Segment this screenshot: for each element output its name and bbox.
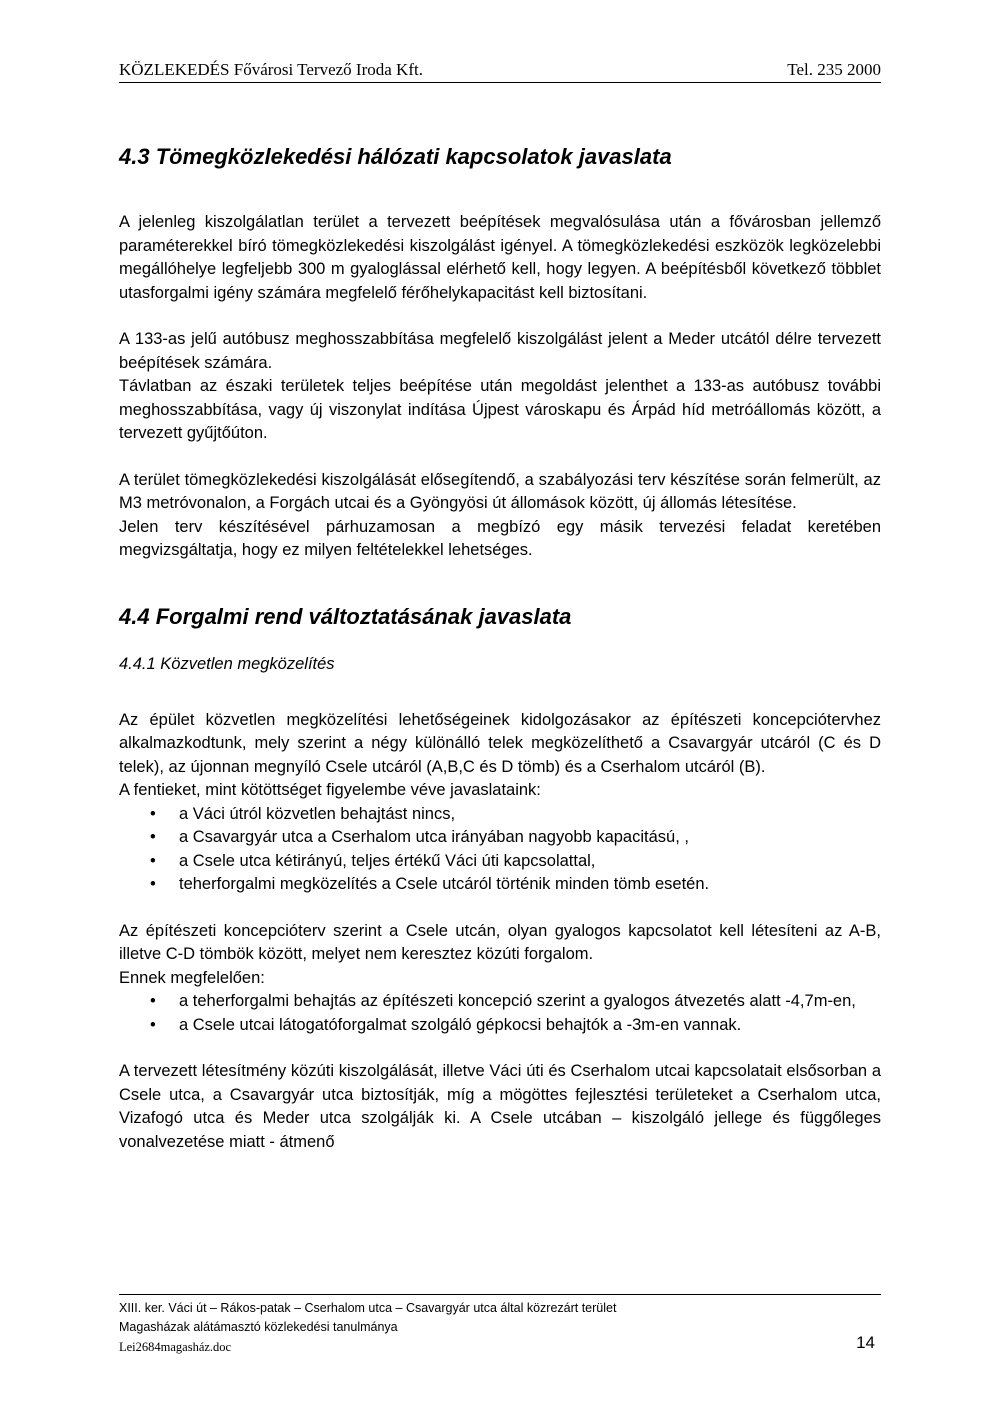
paragraph: Jelen terv készítésével párhuzamosan a megbízó egy másik tervezési feladat keretében megvizsgáltatja, hogy ez milyen feltételekkel lehetséges. [119, 517, 881, 559]
bullet-icon: • [150, 851, 156, 870]
list-item: • a Csele utcai látogatóforgalmat szolgáló gépkocsi behajtók a -3m-en vannak. [179, 1014, 881, 1038]
section-4-3-title: 4.3 Tömegközlekedési hálózati kapcsolatok javaslata [119, 144, 672, 169]
paragraph: A terület tömegközlekedési kiszolgálását elősegítendő, a szabályozási terv készítése során felmerült, az M3 metróvonalon, a Forgách utcai és a Gyöngyösi út állomások között, új állomás létesítése. [119, 470, 881, 512]
section-4-4-title: 4.4 Forgalmi rend változtatásának javaslata [119, 603, 572, 629]
footer-project-location: XIII. ker. Váci út – Rákos-patak – Cserhalom utca – Csavargyár utca által közrezárt terület [119, 1301, 617, 1315]
bullet-list-accordingly [119, 990, 881, 1037]
paragraph: Az épület közvetlen megközelítési lehetőségeinek kidolgozásakor az építészeti koncepciótervhez alkalmazkodtunk, mely szerint a négy különálló telek megközelíthető a Csavargyár utcáról (C és D telek), az újonnan megnyíló Csele utcáról (A,B,C és D tömb) és a Cserhalom utcáról (B). [119, 710, 881, 776]
paragraph: A jelenleg kiszolgálatlan terület a tervezett beépítések megvalósulása után a fővárosban jellemző paraméterekkel bíró tömegközlekedési kiszolgálást igényel. A tömegközlekedési eszközök legközelebbi megállóhelye legfeljebb 300 m gyaloglással elérhető kell, hogy legyen. A beépítésből következő többlet utasforgalmi igény számára megfelelő férőhelykapacitást kell biztosítani. [119, 213, 881, 302]
paragraph: Az építészeti koncepcióterv szerint a Csele utcán, olyan gyalogos kapcsolatot kell létesíteni az A-B, illetve C-D tömbök között, melyet nem keresztez közúti forgalom. [119, 921, 881, 963]
footer-filename: Lei2684magasház.doc [119, 1340, 232, 1354]
list-item: • a Váci útról közvetlen behajtást nincs, [179, 803, 881, 827]
list-item: • a Csavargyár utca a Cserhalom utca irányában nagyobb kapacitású, , [179, 826, 881, 850]
subsection-4-4-1-title: 4.4.1 Közvetlen megközelítés [119, 654, 335, 673]
paragraph: Ennek megfelelően: [119, 968, 265, 987]
bullet-list-proposals [119, 803, 881, 897]
bullet-icon: • [150, 875, 156, 893]
page-content [119, 135, 881, 1154]
paragraph: A tervezett létesítmény közúti kiszolgálását, illetve Váci úti és Cserhalom utcai kapcsolatait elsősorban a Csele utca, a Csavargyár utca biztosítják, míg a mögöttes fejlesztési területeket a Cserhalom utca, Vizafogó utca és Meder utca szolgálják ki. A Csele utcában – kiszolgáló jellege és függőleges vonalvezetése miatt - átmenő [119, 1062, 881, 1151]
footer-project-title: Magasházak alátámasztó közlekedési tanulmánya [119, 1320, 398, 1334]
list-item: • a Csele utca kétirányú, teljes értékű Váci úti kapcsolattal, [179, 850, 881, 874]
paragraph: A 133-as jelű autóbusz meghosszabbítása megfelelő kiszolgálást jelent a Meder utcától délre tervezett beépítések számára. [119, 330, 881, 372]
page-number: 14 [856, 1333, 875, 1352]
list-item: • a teherforgalmi behajtás az építészeti koncepció szerint a gyalogos átvezetés alatt -4,7m-en, [179, 990, 881, 1014]
list-item: • teherforgalmi megközelítés a Csele utcáról történik minden tömb esetén. [179, 873, 881, 897]
bullet-icon: • [150, 1015, 156, 1034]
header-company: KÖZLEKEDÉS Fővárosi Tervező Iroda Kft. [119, 60, 423, 79]
paragraph: Távlatban az északi területek teljes beépítése után megoldást jelenthet a 133-as autóbusz további meghosszabbítása, vagy új viszonylat indítása Újpest városkapu és Árpád híd metróállomás között, a tervezett gyűjtőúton. [119, 377, 881, 442]
page-footer [119, 1294, 881, 1357]
bullet-icon: • [150, 992, 156, 1010]
bullet-icon: • [150, 828, 156, 846]
header-phone: Tel. 235 2000 [787, 60, 881, 79]
bullet-icon: • [150, 804, 156, 823]
page-header [119, 60, 881, 83]
paragraph: A fentieket, mint kötöttséget figyelembe véve javaslataink: [119, 781, 541, 799]
